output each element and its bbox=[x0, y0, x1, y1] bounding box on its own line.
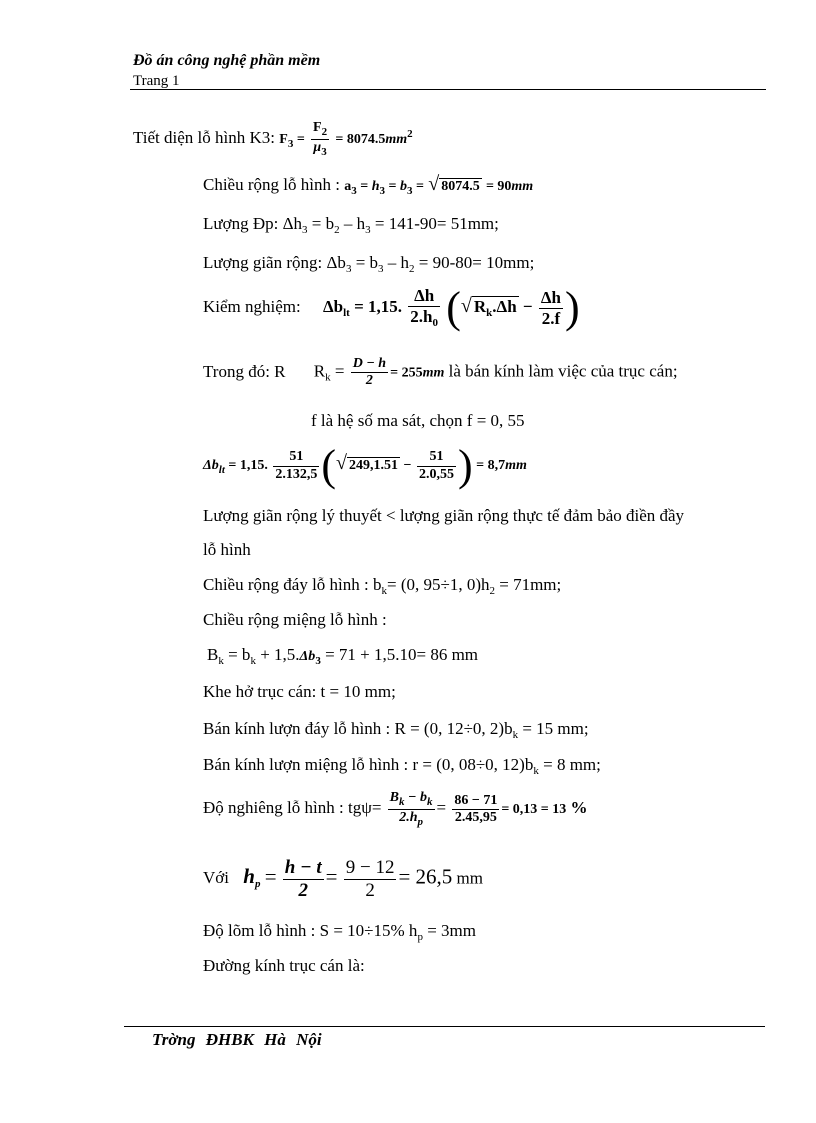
reduction-line: Lượng Đp: $\Delta h_3 = b_2 - h_3 = 141-90= 51mm$; bbox=[203, 214, 499, 236]
footer-text: Trờng ĐHBK Hà Nội bbox=[152, 1030, 322, 1049]
spread-calc-formula: $\Delta b_{lt} = 1,15$. $\frac{51}{2.132,5}$ (√ 249,1.51 − $\frac{51}{2.0,55}$ ) = 8,7mm bbox=[203, 441, 527, 490]
mouth-width-label: Chiều rộng miệng lỗ hình : bbox=[203, 610, 387, 629]
slope-formula: Độ nghiêng lỗ hình : tgψ= $\frac{B_k - b_k}{2.h_p}$ = $\frac{86 - 71}{2.45,95}$ = 0,13 = 13 % bbox=[203, 790, 588, 828]
conclusion-line-cont: lỗ hình bbox=[203, 540, 251, 559]
spread-line: Lượng giãn rộng: $\Delta b_3 = b_3 - h_2 = 90-80= 10mm$; bbox=[203, 253, 535, 275]
roll-diameter-line: Đường kính trục cán là: bbox=[203, 956, 365, 975]
concavity-line: Độ lõm lỗ hình : S = 10÷15% $h_p = 3mm$ bbox=[203, 921, 476, 943]
verification-formula: Kiểm nghiệm: $\Delta b_{lt} = 1,15$. $\frac{\Delta h}{2.h_0}$ (√ $R_k.\Delta h$ − $\frac{\Delta h}{2.f}$ ) bbox=[203, 283, 580, 332]
cross-section-line: Tiết diện lỗ hình K3: $F_3$ = $\frac{F_2}{\mu_3}$ = $8074.5mm^2$ bbox=[133, 120, 413, 158]
width-line: Chiều rộng lỗ hình : $a_3 = h_3 = b_3$ = √ 8074.5 = 90mm bbox=[203, 173, 534, 197]
mouth-width-line: $B_k = b_k + 1,5.\Delta b_3 = 71 + 1,5.10= 86$ mm bbox=[207, 645, 479, 667]
roll-radius-line: Trong đó: R $R_k$ = $\frac{D - h}{2}$ = 255mm là bán kính làm việc của trục cán; bbox=[203, 356, 678, 389]
hp-formula: Với $h_p$ = $\frac{h - t}{2}$ = $\frac{9 - 12}{2}$ = 26,5 mm bbox=[203, 857, 483, 901]
header-title: Đồ án công nghệ phần mềm bbox=[133, 52, 321, 69]
roll-gap-line: Khe hở trục cán: t = 10 mm; bbox=[203, 682, 396, 701]
footer-divider bbox=[124, 1026, 765, 1027]
header-divider bbox=[130, 89, 766, 90]
bottom-width-line: Chiều rộng đáy lỗ hình : $b_k= (0$, 95÷1, $0)h_2 = 71mm$; bbox=[203, 575, 562, 597]
bottom-fillet-line: Bán kính lượn đáy lỗ hình : R = (0, 12÷0, $2)b_k = 15$ mm; bbox=[203, 719, 589, 741]
conclusion-line: Lượng giãn rộng lý thuyết < lượng giãn rộng thực tế đảm bảo điền đầy bbox=[203, 506, 685, 525]
header-page-number: Trang 1 bbox=[133, 73, 180, 89]
friction-line: f là hệ số ma sát, chọn f = 0, 55 bbox=[311, 411, 525, 430]
mouth-fillet-line: Bán kính lượn miệng lỗ hình : r = (0, 08÷0, $12)b_k = 8$ mm; bbox=[203, 755, 601, 777]
